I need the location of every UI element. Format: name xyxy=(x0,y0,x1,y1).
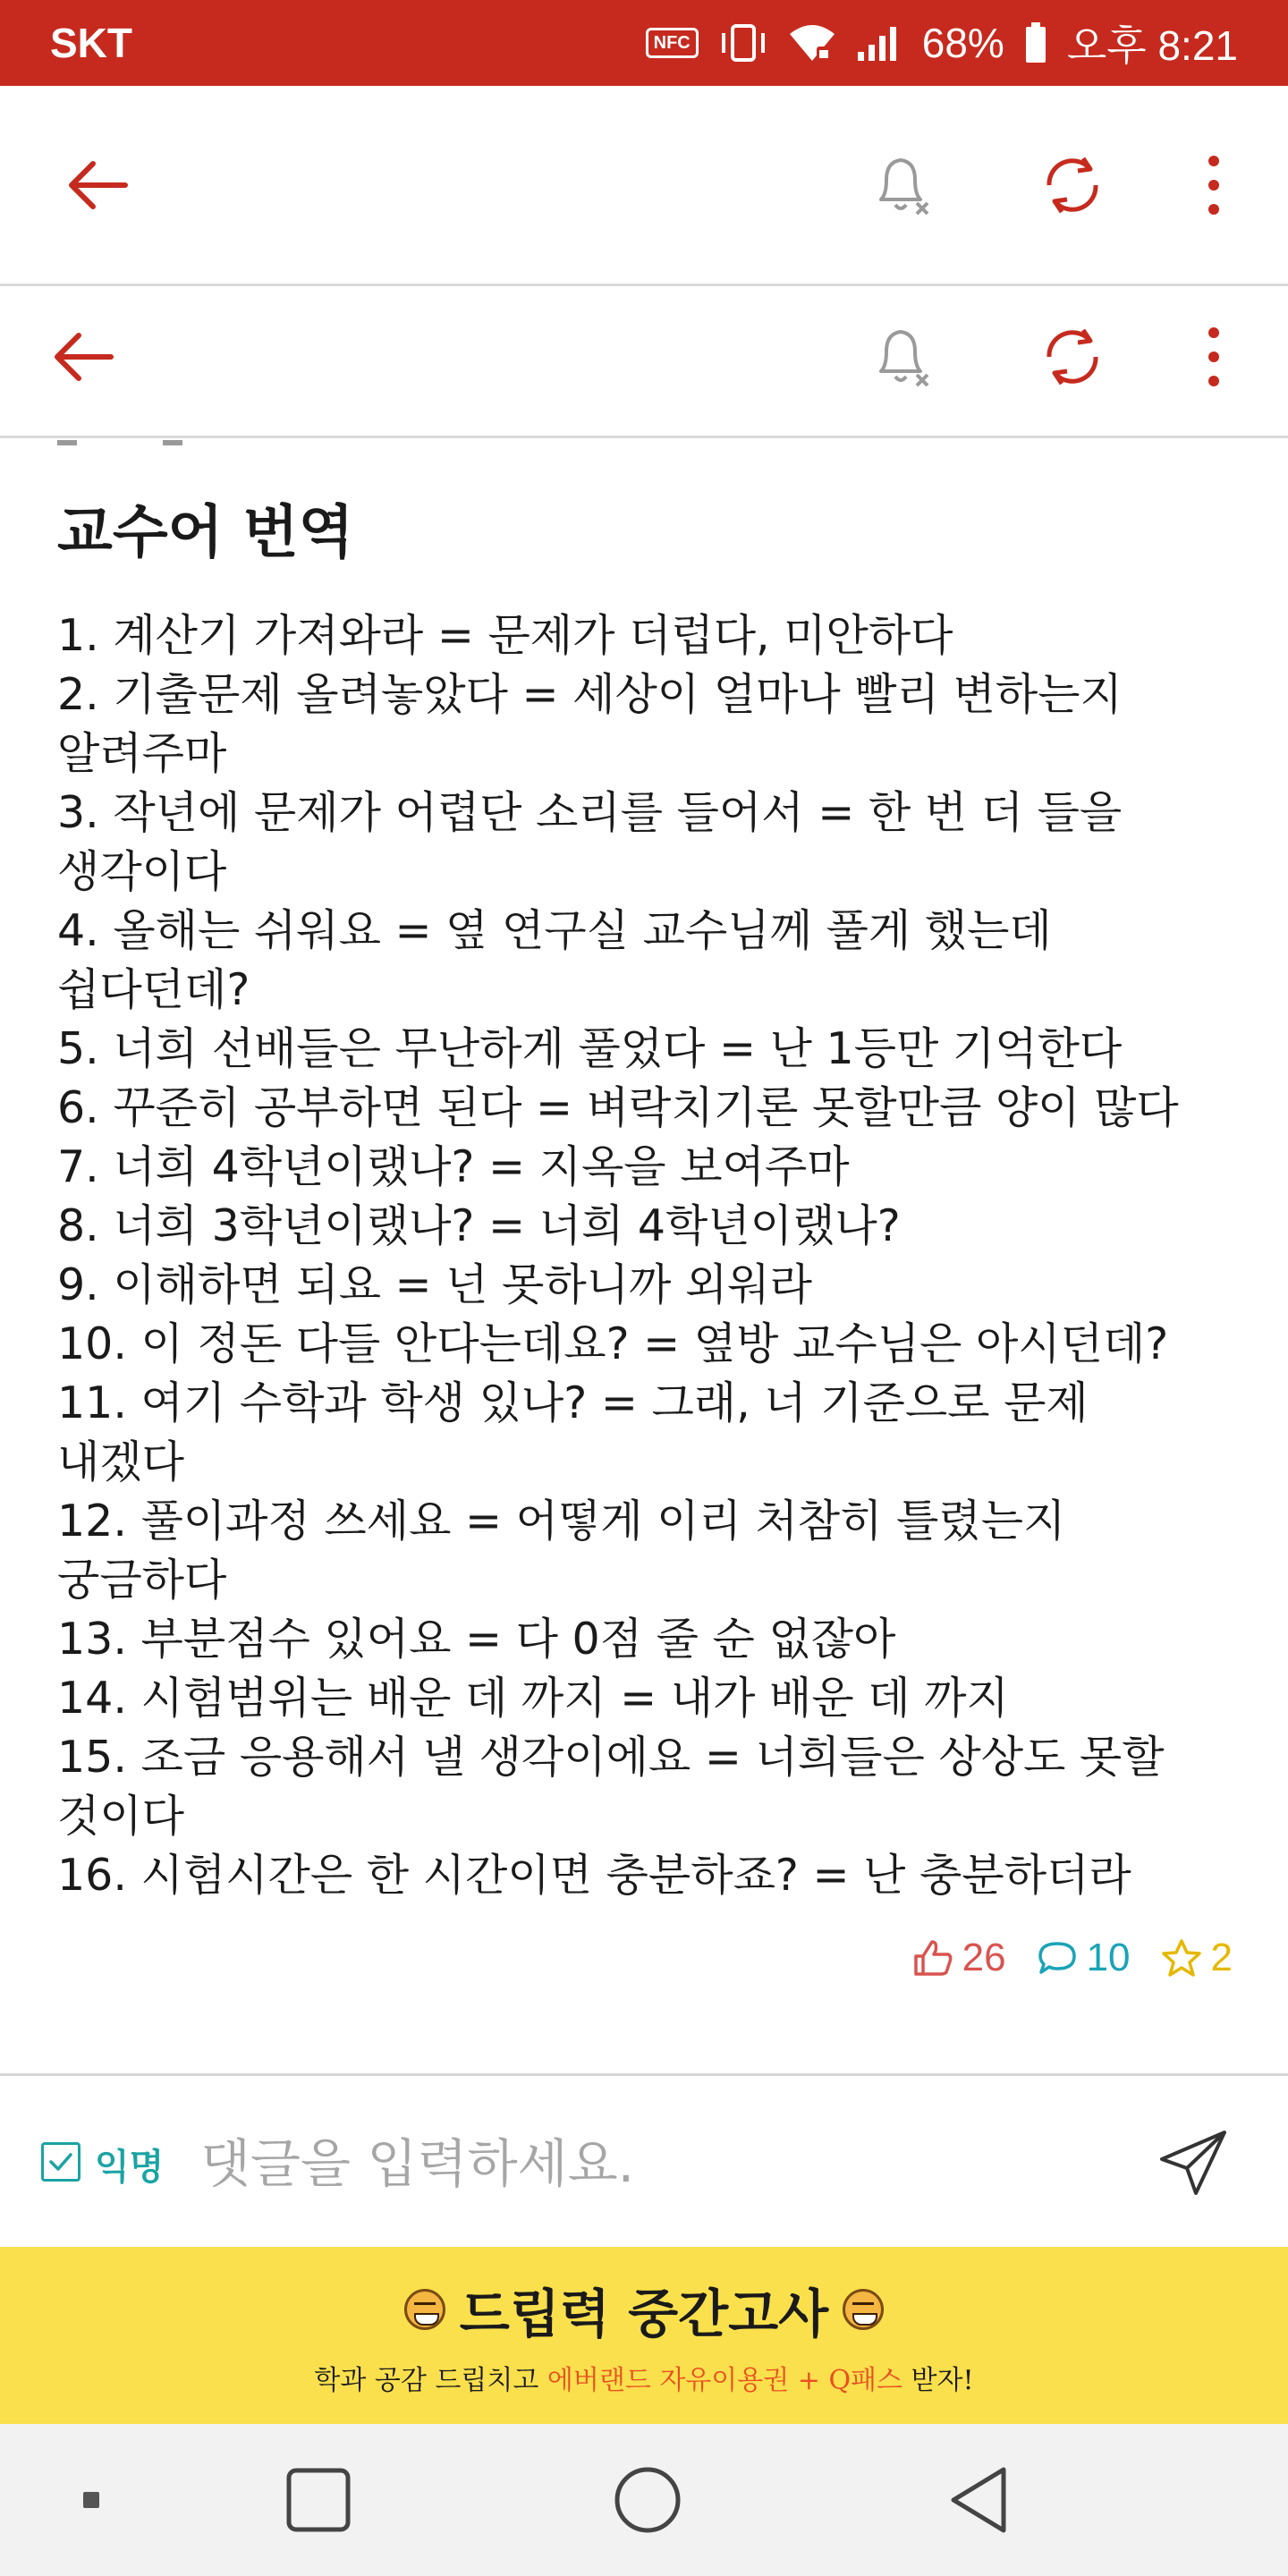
home-button[interactable] xyxy=(603,2455,692,2545)
promo-banner[interactable] xyxy=(0,2247,1288,2424)
post-line: 14. 시험범위는 배운 데 까지 = 내가 배운 데 까지 xyxy=(57,1673,1009,1724)
anonymous-checkbox[interactable] xyxy=(41,2142,80,2182)
like-count[interactable] xyxy=(912,1936,1006,1980)
post-line: 쉽다던데? xyxy=(57,964,250,1015)
notification-off-icon xyxy=(867,149,938,221)
refresh-icon xyxy=(1037,149,1108,221)
post-line: 것이다 xyxy=(57,1791,185,1842)
checkmark-icon xyxy=(48,2151,73,2173)
notification-off-button[interactable] xyxy=(853,136,952,234)
post-article xyxy=(0,440,1288,2073)
anonymous-label[interactable]: 익명 xyxy=(95,2147,165,2188)
vibrate-icon xyxy=(718,22,768,64)
wifi-icon xyxy=(788,23,836,63)
post-body xyxy=(57,606,1229,1905)
banner-sub-highlight: 에버랜드 자유이용권 + Q패스 xyxy=(547,2365,902,2396)
banner-title: 드립력 중간고사 xyxy=(459,2284,829,2344)
laughing-emoji-icon xyxy=(404,2289,445,2330)
comment-composer xyxy=(0,2073,1288,2247)
post-line: 생각이다 xyxy=(57,846,227,897)
more-vert-icon xyxy=(1205,154,1223,216)
more-vert-icon xyxy=(1205,326,1223,388)
post-line: 4. 올해는 쉬워요 = 옆 연구실 교수님께 풀게 했는데 xyxy=(57,905,1052,956)
battery-icon xyxy=(1024,22,1047,64)
nfc-icon: NFC xyxy=(646,28,699,58)
more-button-sticky[interactable] xyxy=(1165,308,1263,406)
post-line: 16. 시험시간은 한 시간이면 충분하죠? = 난 충분하더라 xyxy=(57,1850,1131,1901)
nav-dot-button[interactable] xyxy=(47,2455,136,2545)
recents-icon xyxy=(285,2467,352,2533)
post-line: 궁금하다 xyxy=(57,1555,227,1606)
post-line: 내겠다 xyxy=(57,1436,185,1487)
clock: 오후 8:21 xyxy=(1066,22,1238,69)
status-icons xyxy=(646,13,1238,72)
post-line: 10. 이 정돈 다들 안다는데요? = 옆방 교수님은 아시던데? xyxy=(57,1318,1169,1369)
post-line: 알려주마 xyxy=(57,728,227,779)
signal-icon xyxy=(856,23,902,63)
notification-off-icon xyxy=(867,321,938,393)
top-app-bar xyxy=(0,86,1288,286)
banner-subtitle xyxy=(0,2358,1288,2397)
post-line: 1. 계산기 가져와라 = 문제가 더럽다, 미안하다 xyxy=(57,610,953,661)
banner-title-row xyxy=(0,2272,1288,2347)
post-line: 11. 여기 수학과 학생 있나? = 그래, 너 기준으로 문제 xyxy=(57,1377,1089,1428)
laughing-emoji-icon xyxy=(843,2289,884,2330)
battery-percent: 68% xyxy=(921,20,1004,66)
post-title: 교수어 번역 xyxy=(57,500,354,566)
square-dot-icon xyxy=(78,2487,105,2513)
back-triangle-icon xyxy=(946,2464,1011,2536)
back-button[interactable] xyxy=(48,136,147,234)
post-line: 6. 꾸준히 공부하면 된다 = 벼락치기론 못할만큼 양이 많다 xyxy=(57,1082,1179,1133)
banner-sub-prefix: 학과 공감 드립치고 xyxy=(314,2365,547,2396)
back-button-sticky[interactable] xyxy=(34,308,132,406)
carrier-label: SKT xyxy=(50,20,132,66)
comment-count[interactable] xyxy=(1037,1936,1131,1980)
refresh-button-sticky[interactable] xyxy=(1023,308,1122,406)
star-icon xyxy=(1161,1938,1202,1978)
recents-button[interactable] xyxy=(274,2455,363,2545)
scrap-count[interactable] xyxy=(1161,1936,1233,1980)
banner-sub-suffix: 받자! xyxy=(902,2365,974,2396)
speech-bubble-icon xyxy=(1037,1940,1078,1976)
like-count-value: 26 xyxy=(962,1936,1006,1979)
post-line: 2. 기출문제 올려놓았다 = 세상이 얼마나 빨리 변하는지 xyxy=(57,669,1123,720)
back-nav-button[interactable] xyxy=(934,2455,1023,2545)
system-nav-bar xyxy=(0,2424,1288,2576)
post-line: 12. 풀이과정 쓰세요 = 어떻게 이리 처참히 틀렸는지 xyxy=(57,1496,1066,1546)
notification-off-button-sticky[interactable] xyxy=(853,308,952,406)
home-icon xyxy=(612,2464,683,2536)
more-button[interactable] xyxy=(1165,136,1263,234)
scrap-count-value: 2 xyxy=(1210,1936,1233,1979)
sticky-app-bar xyxy=(0,288,1288,438)
send-icon xyxy=(1158,2129,1230,2197)
post-line: 13. 부분점수 있어요 = 다 0점 줄 순 없잖아 xyxy=(57,1614,896,1665)
refresh-icon xyxy=(1037,321,1108,393)
post-line: 9. 이해하면 되요 = 넌 못하니까 외워라 xyxy=(57,1259,812,1310)
thumbs-up-icon xyxy=(912,1938,953,1978)
post-line: 5. 너희 선배들은 무난하게 풀었다 = 난 1등만 기억한다 xyxy=(57,1023,1123,1074)
post-line: 15. 조금 응용해서 낼 생각이에요 = 너희들은 상상도 못할 xyxy=(57,1732,1165,1783)
comment-input[interactable] xyxy=(200,2121,1113,2207)
post-line: 7. 너희 4학년이랬나? = 지옥을 보여주마 xyxy=(57,1141,850,1192)
clipped-text-fragment xyxy=(57,440,182,449)
send-button[interactable] xyxy=(1154,2123,1234,2203)
post-line: 8. 너희 3학년이랬나? = 너희 4학년이랬나? xyxy=(57,1200,901,1251)
status-bar xyxy=(0,0,1288,86)
refresh-button[interactable] xyxy=(1023,136,1122,234)
back-arrow-icon xyxy=(66,160,129,210)
post-line: 3. 작년에 문제가 어렵단 소리를 들어서 = 한 번 더 들을 xyxy=(57,787,1123,838)
back-arrow-icon xyxy=(52,332,114,382)
comment-count-value: 10 xyxy=(1086,1936,1131,1979)
reaction-counts xyxy=(912,1936,1233,1980)
